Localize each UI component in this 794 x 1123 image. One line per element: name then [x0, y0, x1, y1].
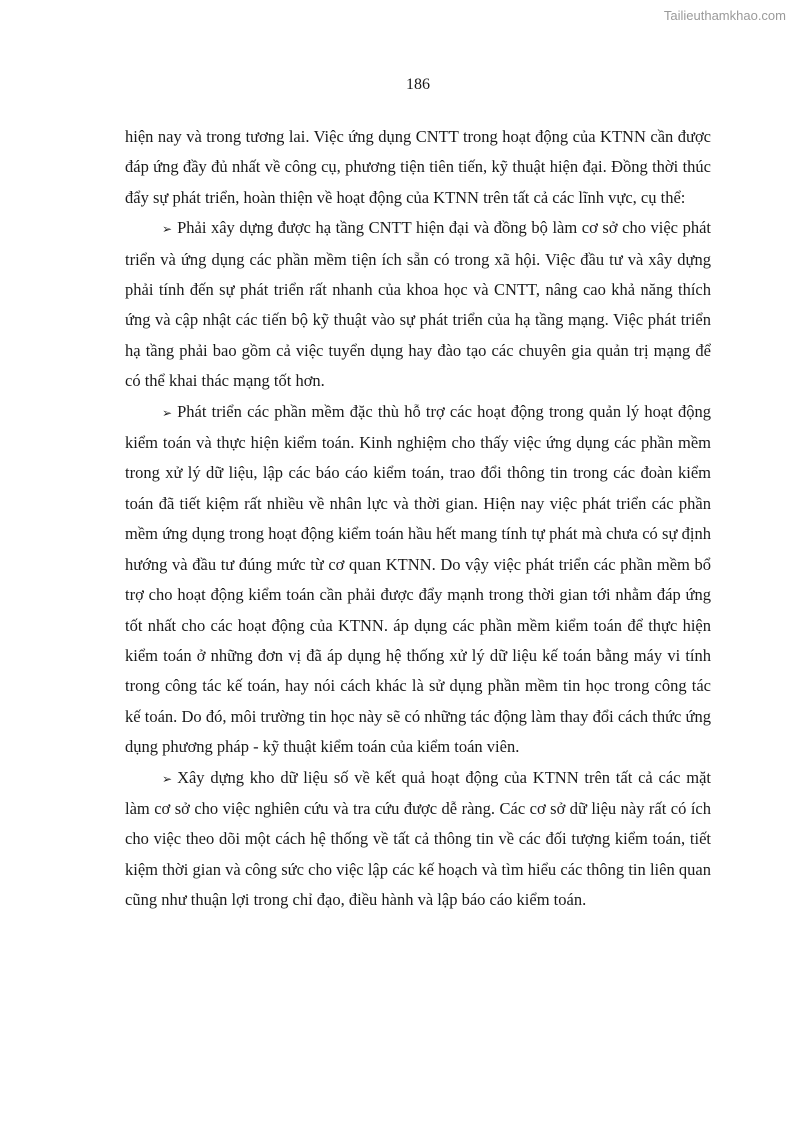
arrow-bullet-icon: ➢ [162, 405, 173, 420]
document-body [125, 122, 711, 916]
paragraph-text: Xây dựng kho dữ liệu số về kết quả hoạt động của KTNN trên tất cả các mặt làm cơ sở cho việc nghiên cứu và tra cứu được dễ ràng. Các cơ sở dữ liệu này rất có ích cho việc theo dõi một cách hệ thống về tất cả thông tin về các đối tượng kiểm toán, tiết kiệm thời gian và công sức cho việc lập các kế hoạch và tìm hiểu các thông tin liên quan cũng như thuận lợi trong chỉ đạo, điều hành và lập báo cáo kiểm toán. [125, 767, 711, 910]
paragraph-text: Phát triển các phần mềm đặc thù hỗ trợ các hoạt động trong quản lý hoạt động kiểm toán và thực hiện kiểm toán. Kinh nghiệm cho thấy việc ứng dụng các phần mềm trong xử lý dữ liệu, lập các báo cáo kiểm toán, trao đổi thông tin trong các đoàn kiểm toán đã tiết kiệm rất nhiều về nhân lực và thời gian. Hiện nay việc phát triển các phần mềm ứng dụng trong hoạt động kiểm toán hầu hết mang tính tự phát mà chưa có sự định hướng và đầu tư đúng mức từ cơ quan KTNN. Do vậy việc phát triển các phần mềm bổ trợ cho hoạt động kiểm toán cần phải được đẩy mạnh trong thời gian tới nhằm đáp ứng tốt nhất cho các hoạt động của KTNN. áp dụng các phần mềm kiểm toán để thực hiện kiểm toán ở những đơn vị đã áp dụng hệ thống xử lý dữ liệu kế toán bằng máy vi tính trong công tác kế toán, hay nói cách khác là sử dụng phần mềm tin học trong công tác kế toán. Do đó, môi trường tin học này sẽ có những tác động làm thay đổi cách thức ứng dụng phương pháp - kỹ thuật kiểm toán của kiểm toán viên. [125, 401, 711, 757]
paragraph-text: hiện nay và trong tương lai. Việc ứng dụng CNTT trong hoạt động của KTNN cần được đáp ứng đầy đủ nhất về công cụ, phương tiện tiên tiến, kỹ thuật hiện đại. Đồng thời thúc đẩy sự phát triển, hoàn thiện về hoạt động của KTNN trên tất cả các lĩnh vực, cụ thể: [125, 127, 711, 207]
page-number: 186 [406, 76, 430, 93]
bullet-paragraph-software [125, 397, 711, 763]
arrow-bullet-icon: ➢ [162, 771, 173, 786]
bullet-paragraph-data-warehouse [125, 763, 711, 916]
paragraph-text: Phải xây dựng được hạ tầng CNTT hiện đại và đồng bộ làm cơ sở cho việc phát triển và ứng dụng các phần mềm tiện ích sẵn có trong xã hội. Việc đầu tư và xây dựng phải tính đến sự phát triển rất nhanh của khoa học và CNTT, nâng cao khả năng thích ứng và cập nhật các tiến bộ kỹ thuật vào sự phát triển của hạ tầng mạng. Việc phát triển hạ tầng phải bao gồm cả việc tuyển dụng hay đào tạo các chuyên gia quản trị mạng để có thể khai thác mạng tốt hơn. [125, 218, 711, 391]
arrow-bullet-icon: ➢ [162, 222, 173, 237]
watermark-text: Tailieuthamkhao.com [663, 8, 786, 23]
paragraph-intro [125, 122, 711, 213]
bullet-paragraph-infrastructure [125, 213, 711, 396]
